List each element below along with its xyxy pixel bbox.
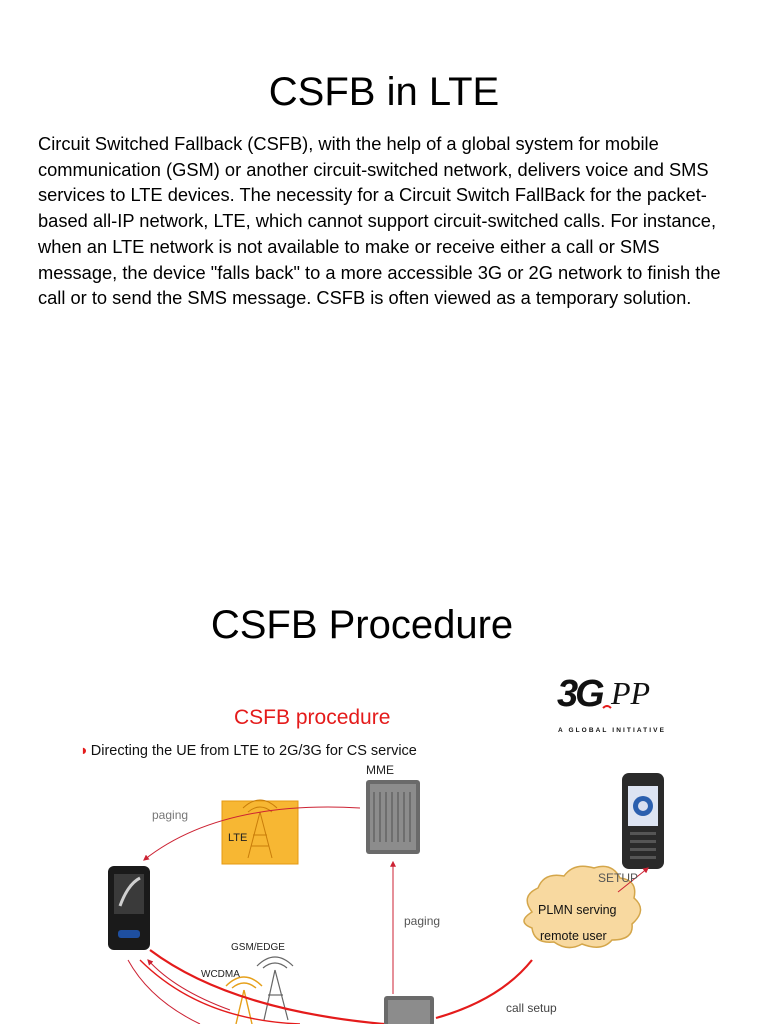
signal-wave-icon: ◗	[80, 743, 89, 759]
ue-phone-left-icon	[108, 866, 150, 950]
mme-server-icon	[366, 780, 420, 854]
paging-label-left: paging	[152, 808, 189, 822]
svg-text:PP: PP	[611, 675, 651, 711]
csfb-diagram	[0, 660, 768, 1024]
logo-tagline: A GLOBAL INITIATIVE	[558, 727, 667, 734]
mme-label: MME	[366, 763, 394, 777]
slide-title: CSFB in LTE	[268, 70, 500, 114]
svg-text:3G: 3G	[557, 673, 602, 712]
setup-label: SETUP	[598, 871, 639, 885]
msc-server-icon	[384, 996, 434, 1024]
paging-label-mid: paging	[404, 914, 441, 928]
figure-heading: CSFB procedure	[234, 706, 391, 729]
remote-phone-icon	[622, 773, 664, 869]
slide-title-procedure: CSFB Procedure	[210, 603, 514, 647]
gsm-tower-icon	[257, 957, 293, 1020]
call-path-left	[150, 950, 384, 1024]
lte-label: LTE	[228, 832, 248, 844]
cloud-label-line1: PLMN serving	[538, 903, 617, 917]
figure-subheading-text: Directing the UE from LTE to 2G/3G for CS service	[90, 743, 417, 759]
wcdma-label: WCDMA	[201, 969, 240, 980]
cloud-label-line2: remote user	[540, 929, 607, 943]
slide-body-text: Circuit Switched Fallback (CSFB), with the help of a global system for mobile communication (GSM) or another circuit-switched network, delivers voice and SMS services to LTE devices. The necessity for a Circuit Switch FallBack for the packet-based all-IP network, LTE, which cannot support circuit-switched calls. For instance, when an LTE network is not available to make or receive either a call or SMS message, the device "falls back" to a more accessible 3G or 2G network to finish the call or to send the SMS message. CSFB is often viewed as a temporary solution.	[38, 133, 721, 309]
call-setup-label: call setup	[506, 1001, 557, 1015]
gsm-edge-label: GSM/EDGE	[231, 942, 285, 953]
call-arrow-left	[148, 960, 230, 1010]
